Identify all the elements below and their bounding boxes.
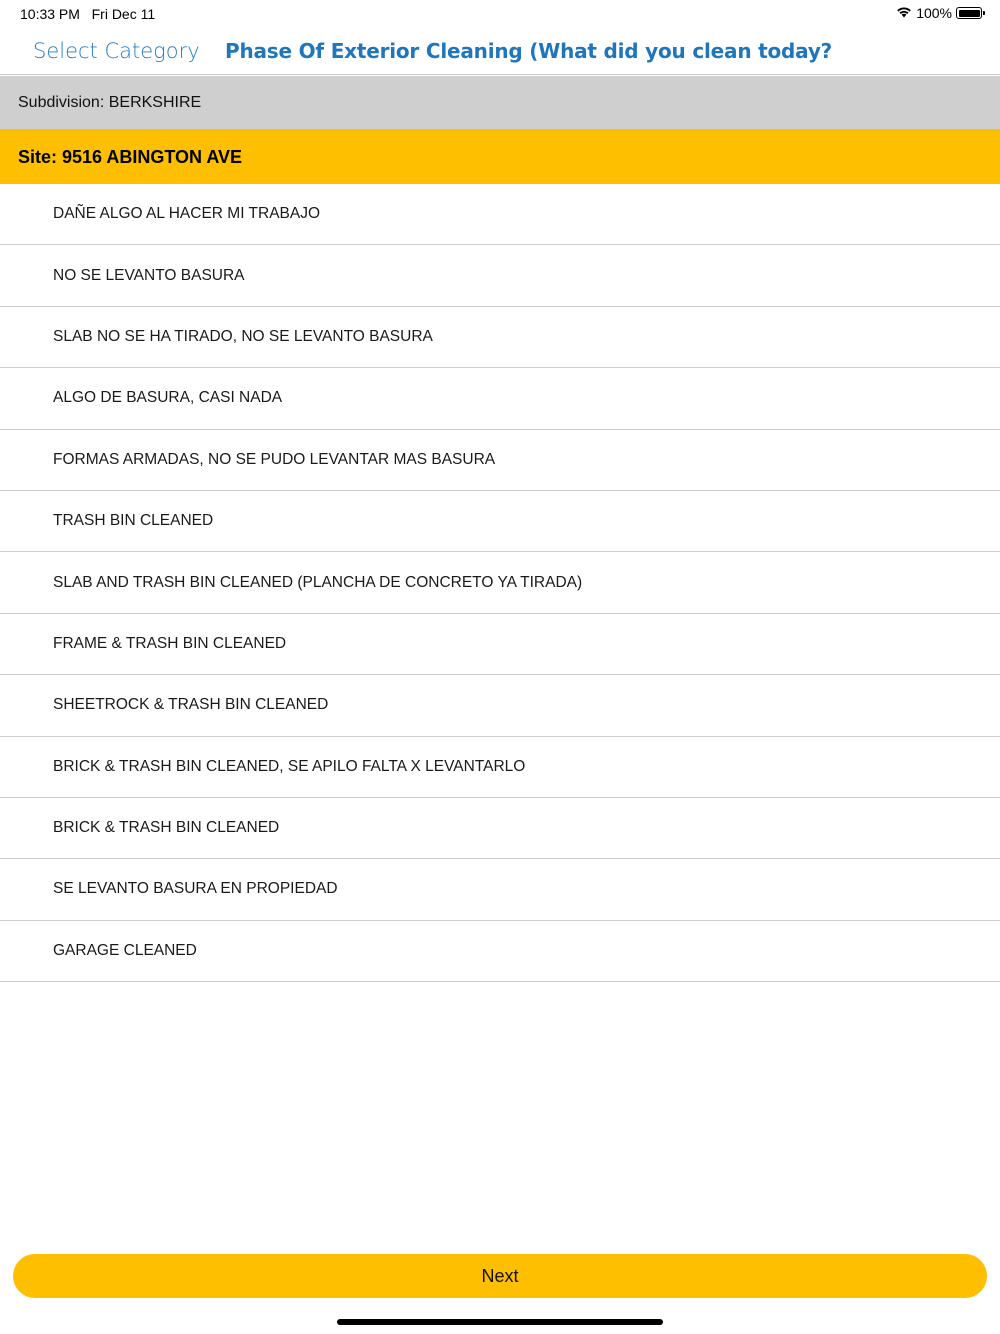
list-item[interactable] — [0, 614, 1000, 675]
battery-level — [959, 10, 980, 17]
list-item-label: SE LEVANTO BASURA EN PROPIEDAD — [53, 880, 338, 898]
list-item-label: ALGO DE BASURA, CASI NADA — [53, 389, 283, 407]
battery-percent: 100% — [916, 5, 952, 21]
time-text: 10:33 PM — [20, 6, 80, 22]
list-item-label: TRASH BIN CLEANED — [53, 512, 214, 530]
list-item[interactable] — [0, 737, 1000, 798]
list-item[interactable] — [0, 798, 1000, 859]
list-item[interactable] — [0, 368, 1000, 429]
list-item[interactable] — [0, 245, 1000, 306]
battery-icon — [956, 7, 982, 19]
list-item-label: FRAME & TRASH BIN CLEANED — [53, 634, 287, 652]
list-item-label: NO SE LEVANTO BASURA — [53, 266, 245, 284]
list-item[interactable] — [0, 859, 1000, 920]
list-item-label: GARAGE CLEANED — [53, 941, 197, 959]
site-header — [0, 129, 1000, 184]
list-item-label: SHEETROCK & TRASH BIN CLEANED — [53, 696, 329, 714]
list-item-label: SLAB NO SE HA TIRADO, NO SE LEVANTO BASURA — [53, 327, 433, 345]
wifi-icon — [896, 5, 912, 21]
list-item[interactable] — [0, 921, 1000, 982]
navigation-bar — [0, 30, 1000, 75]
list-item[interactable] — [0, 675, 1000, 736]
list-item[interactable] — [0, 430, 1000, 491]
list-item-label: DAÑE ALGO AL HACER MI TRABAJO — [53, 205, 321, 223]
home-indicator — [337, 1319, 663, 1325]
subdivision-label: Subdivision: BERKSHIRE — [18, 94, 202, 111]
list-item-label: BRICK & TRASH BIN CLEANED, SE APILO FALTA X LEVANTARLO — [53, 757, 526, 775]
list-item-label: FORMAS ARMADAS, NO SE PUDO LEVANTAR MAS BASURA — [53, 450, 496, 468]
date-text: Fri Dec 11 — [91, 6, 156, 22]
select-category-back-button[interactable]: Select Category — [33, 39, 200, 63]
next-button[interactable]: Next — [13, 1254, 987, 1298]
status-indicators — [896, 5, 982, 21]
page-title: Phase Of Exterior Cleaning (What did you clean today? — [225, 39, 833, 63]
list-item-label: SLAB AND TRASH BIN CLEANED (PLANCHA DE CONCRETO YA TIRADA) — [53, 573, 583, 591]
subdivision-header — [0, 76, 1000, 129]
list-item[interactable] — [0, 307, 1000, 368]
list-item-label: BRICK & TRASH BIN CLEANED — [53, 819, 280, 837]
list-item[interactable] — [0, 184, 1000, 245]
status-time — [20, 6, 155, 22]
cleaning-phase-list — [0, 184, 1000, 982]
status-bar — [0, 0, 1000, 28]
site-label: Site: 9516 ABINGTON AVE — [18, 147, 243, 167]
list-item[interactable] — [0, 491, 1000, 552]
list-item[interactable] — [0, 552, 1000, 613]
